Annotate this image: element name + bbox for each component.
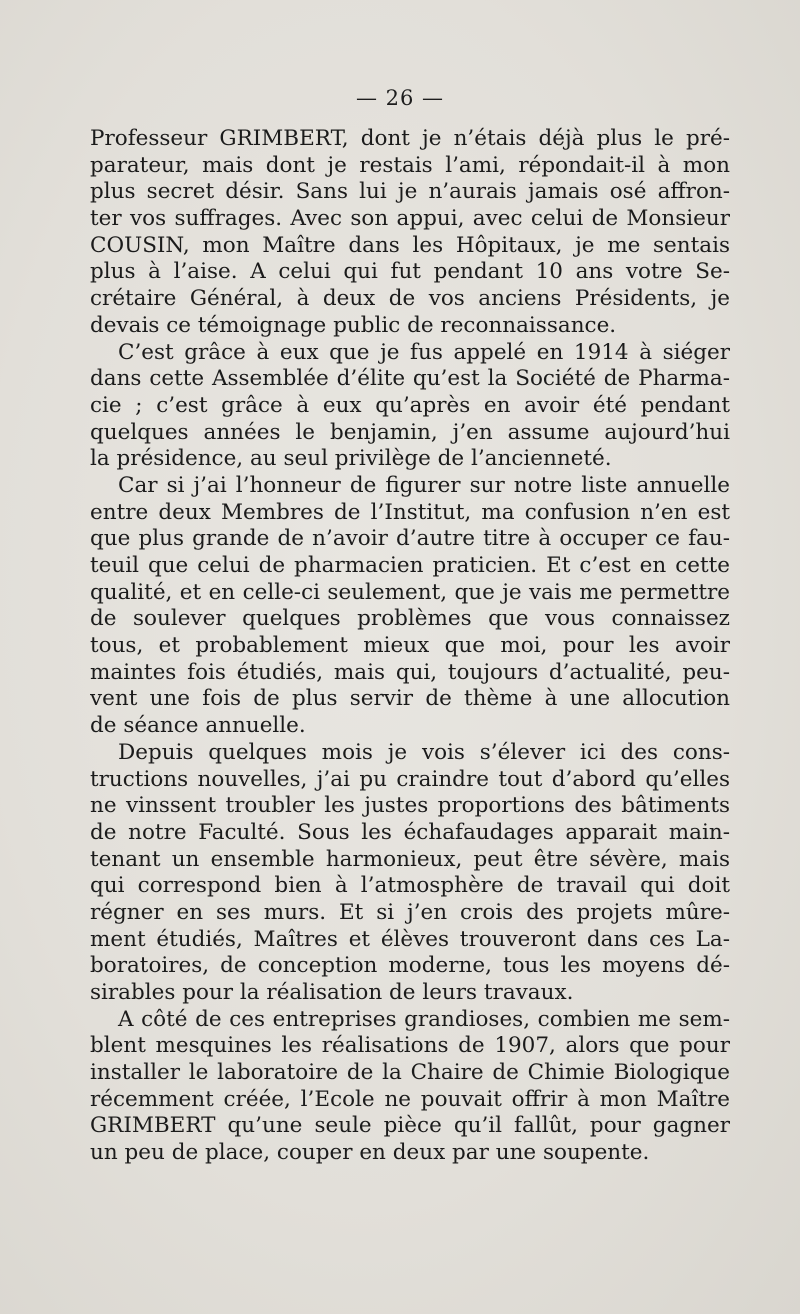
text-line: tructions nouvelles, j’ai pu craindre tout d’abord qu’elles [90, 766, 730, 792]
text-line: cie ; c’est grâce à eux qu’après en avoir été pendant [90, 392, 730, 418]
text-line: entre deux Membres de l’Institut, ma confusion n’en est [90, 499, 730, 525]
text-line: COUSIN, mon Maître dans les Hôpitaux, je me sentais [90, 232, 730, 258]
text-line: Car si j’ai l’honneur de figurer sur notre liste annuelle [118, 472, 730, 498]
text-line: ter vos suffrages. Avec son appui, avec celui de Monsieur [90, 206, 730, 232]
text-line: régner en ses murs. Et si j’en crois des projets mûre- [90, 899, 730, 925]
text-line: boratoires, de conception moderne, tous les moyens dé- [90, 953, 730, 979]
text-line: tenant un ensemble harmonieux, peut être sévère, mais [90, 846, 730, 872]
text-line: A côté de ces entreprises grandioses, combien me sem- [118, 1006, 730, 1032]
text-line: parateur, mais dont je restais l’ami, répondait-il à mon [90, 152, 730, 178]
text-line: de soulever quelques problèmes que vous connaissez [90, 606, 730, 632]
text-line: de séance annuelle. [90, 713, 306, 739]
text-line: maintes fois étudiés, mais qui, toujours d’actualité, peu- [90, 659, 730, 685]
text-line: qui correspond bien à l’atmosphère de travail qui doit [90, 873, 730, 899]
text-line: GRIMBERT qu’une seule pièce qu’il fallût, pour gagner [90, 1113, 730, 1139]
page-number: — 26 — [355, 86, 445, 110]
body-text [90, 126, 730, 1167]
text-line: tous, et probablement mieux que moi, pour les avoir [90, 633, 730, 659]
text-line: crétaire Général, à deux de vos anciens Présidents, je [90, 286, 730, 312]
text-line: Depuis quelques mois je vois s’élever ici des cons- [118, 739, 730, 765]
text-line: un peu de place, couper en deux par une soupente. [90, 1140, 650, 1166]
text-line: blent mesquines les réalisations de 1907, alors que pour [90, 1033, 730, 1059]
text-line: C’est grâce à eux que je fus appelé en 1914 à siéger [118, 339, 730, 365]
text-line: ne vinssent troubler les justes proportions des bâtiments [90, 793, 730, 819]
text-line: plus secret désir. Sans lui je n’aurais jamais osé affron- [90, 179, 730, 205]
text-line: la présidence, au seul privilège de l’ancienneté. [90, 446, 612, 472]
text-line: que plus grande de n’avoir d’autre titre à occuper ce fau- [90, 526, 730, 552]
text-line: plus à l’aise. A celui qui fut pendant 10 ans votre Se- [90, 259, 730, 285]
text-line: vent une fois de plus servir de thème à une allocution [90, 686, 730, 712]
text-line: devais ce témoignage public de reconnaissance. [90, 312, 617, 338]
text-line: ment étudiés, Maîtres et élèves trouveront dans ces La- [90, 926, 730, 952]
text-line: qualité, et en celle-ci seulement, que je vais me permettre [90, 579, 730, 605]
text-line: dans cette Assemblée d’élite qu’est la Société de Pharma- [90, 366, 730, 392]
text-line: de notre Faculté. Sous les échafaudages apparait main- [90, 819, 730, 845]
text-line: Professeur GRIMBERT, dont je n’étais déjà plus le pré- [90, 126, 730, 151]
text-line: installer le laboratoire de la Chaire de Chimie Biologique [90, 1060, 730, 1086]
text-line: quelques années le benjamin, j’en assume aujourd’hui [90, 419, 730, 445]
text-line: teuil que celui de pharmacien praticien. Et c’est en cette [90, 553, 730, 578]
text-line: sirables pour la réalisation de leurs travaux. [90, 980, 574, 1005]
text-line: récemment créée, l’Ecole ne pouvait offrir à mon Maître [90, 1086, 730, 1112]
